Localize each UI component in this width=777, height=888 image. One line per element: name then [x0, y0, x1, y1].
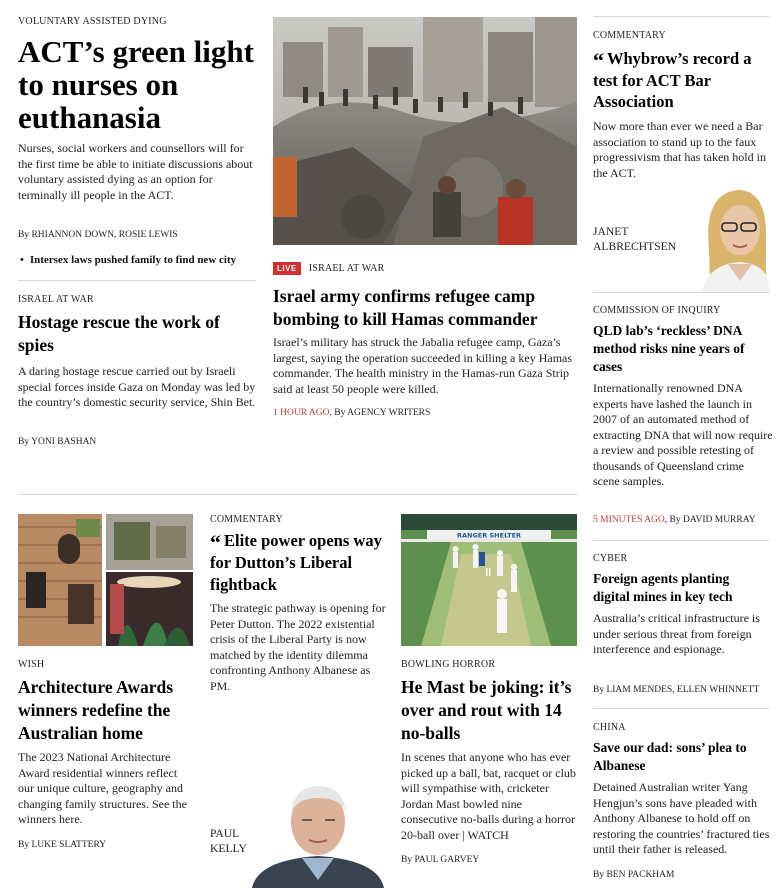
qld-byline: [593, 515, 756, 525]
lead-byline: By RHIANNON DOWN, ROSIE LEWIS: [18, 230, 178, 240]
hostage-summary: A daring hostage rescue carried out by Israeli special forces inside Gaza on Monday was led by the country’s domestic security service, Shin Bet.: [18, 364, 256, 409]
cricket-kicker: BOWLING HORROR: [401, 659, 496, 670]
live-badge: LIVE: [273, 262, 301, 275]
arch-kicker: WISH: [18, 659, 45, 670]
arch-headline[interactable]: Architecture Awards winners redefine the Australian home: [18, 677, 174, 743]
cricket-summary: In scenes that anyone who has ever picked up a ball, bat, racquet or club will sympathise with, cricketer Jordan Mast bowled nine consecutive no-balls during a horror 20-ball over | WATCH: [401, 750, 576, 842]
israel-kicker: ISRAEL AT WAR: [308, 263, 385, 274]
arch-summary: The 2023 National Architecture Award residential winners reflect our unique culture, geography and changing family structures. See the winners here.: [18, 750, 187, 826]
cyber-summary: Australia’s critical infrastructure is under serious threat from foreign interference and espionage.: [593, 611, 760, 656]
israel-byline: [273, 408, 430, 418]
cyber-kicker: CYBER: [593, 553, 628, 564]
lead-headline[interactable]: ACT’s green light to nurses on euthanasia: [18, 34, 254, 135]
quote-icon: “: [593, 48, 604, 73]
cricket-image[interactable]: [401, 514, 577, 646]
cyber-byline: By LIAM MENDES, ELLEN WHINNETT: [593, 685, 760, 695]
elite-headline[interactable]: [210, 530, 386, 595]
cricket-headline[interactable]: He Mast be joking: it’s over and rout with 14 no-balls: [401, 677, 572, 743]
gaza-rubble-image[interactable]: [273, 17, 577, 245]
live-kicker-row: [273, 262, 385, 275]
israel-summary: Israel’s military has struck the Jabalia refugee camp, Gaza’s largest, saying the operation succeeded in killing a key Hamas commander. The health ministry in the Hamas-run Gaza Strip said at least 50 people were killed.: [273, 335, 573, 396]
whybrow-headline-text: Whybrow’s record a test for ACT Bar Association: [593, 49, 752, 111]
author-photo-albrechtsen: [700, 186, 770, 292]
arch-byline: By LUKE SLATTERY: [18, 840, 107, 850]
whybrow-author: [593, 224, 676, 254]
divider: [593, 540, 769, 541]
china-headline[interactable]: Save our dad: sons’ plea to Albanese: [593, 740, 747, 773]
qld-headline[interactable]: QLD lab’s ‘reckless’ DNA method risks nine years of cases: [593, 323, 745, 374]
elite-summary: The strategic pathway is opening for Peter Dutton. The 2022 existential crisis of the Liberal Party is now matched by the identity dilemma confronting Anthony Albanese as PM.: [210, 601, 386, 693]
china-summary: Detained Australian writer Yang Hengjun’s sons have pleaded with Anthony Albanese to hold off on restoring the countries’ fractured ties until their father is released.: [593, 780, 770, 856]
israel-time: 1 HOUR AGO: [273, 408, 330, 418]
divider: [18, 280, 256, 281]
elite-kicker: COMMENTARY: [210, 514, 283, 525]
author-last-name: KELLY: [210, 842, 247, 855]
divider: [593, 16, 769, 17]
qld-summary: Internationally renowned DNA experts have lashed the launch in 2007 of an automated method of extracting DNA that will now require a review and possible retesting of thousands of Queensland crime scene samples.: [593, 381, 773, 488]
related-link-intersex[interactable]: • Intersex laws pushed family to find new city: [20, 254, 260, 266]
lead-kicker: VOLUNTARY ASSISTED DYING: [18, 16, 167, 27]
elite-headline-text: Elite power opens way for Dutton’s Liberal fightback: [210, 531, 382, 594]
hostage-byline: By YONI BASHAN: [18, 437, 97, 447]
china-byline: By BEN PACKHAM: [593, 870, 675, 880]
cyber-headline[interactable]: Foreign agents planting digital mines in key tech: [593, 571, 733, 604]
author-last-name: ALBRECHTSEN: [593, 240, 677, 253]
israel-headline[interactable]: Israel army confirms refugee camp bombing to kill Hamas commander: [273, 286, 538, 329]
cricket-byline: By PAUL GARVEY: [401, 855, 480, 865]
divider: [593, 708, 769, 709]
author-first-name: JANET: [593, 225, 629, 238]
hostage-headline[interactable]: Hostage rescue the work of spies: [18, 312, 220, 355]
quote-icon: “: [210, 530, 221, 555]
architecture-image[interactable]: [18, 514, 193, 646]
whybrow-summary: Now more than ever we need a Bar association to stand up to the faux progressivism that has taken hold in the ACT.: [593, 119, 766, 180]
whybrow-kicker: COMMENTARY: [593, 30, 666, 41]
author-first-name: PAUL: [210, 827, 240, 840]
whybrow-headline[interactable]: [593, 48, 769, 112]
elite-author: [210, 826, 247, 856]
qld-time: 5 MINUTES AGO: [593, 515, 665, 525]
hostage-kicker: ISRAEL AT WAR: [18, 294, 94, 305]
israel-author: , By AGENCY WRITERS: [329, 408, 431, 418]
qld-kicker: COMMISSION OF INQUIRY: [593, 305, 721, 316]
lead-summary: Nurses, social workers and counsellors will for the first time be able to initiate discussions about voluntary assisted dying as an option for terminally ill people in the ACT.: [18, 141, 253, 202]
signage-text: RANGER SHELTER: [456, 531, 522, 540]
qld-author: , By DAVID MURRAY: [664, 515, 756, 525]
section-divider: [18, 494, 577, 495]
divider: [593, 292, 769, 293]
author-photo-kelly: [252, 780, 384, 888]
china-kicker: CHINA: [593, 722, 626, 733]
